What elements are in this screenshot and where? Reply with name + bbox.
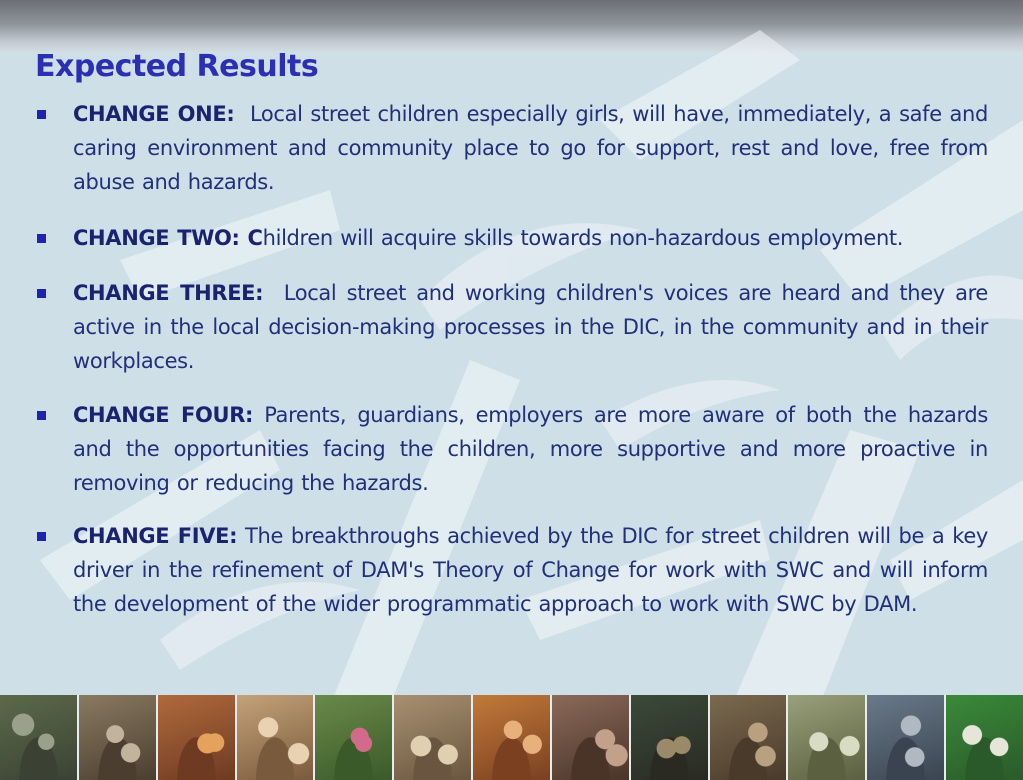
change-description: hildren will acquire skills towards non-hazardous employment. (262, 226, 904, 250)
change-label: CHANGE THREE: (73, 281, 264, 305)
list-item-text (73, 519, 988, 621)
photo-children-outdoors (0, 695, 77, 780)
photo-girl-drawing (237, 695, 314, 780)
photo-children-reading (552, 695, 629, 780)
change-description: The breakthroughs achieved by the DIC for street children will be a key driver in the refinement of DAM's Theory of Change for work with SWC and will inform the development of the wider programmatic approach to work with SWC by DAM. (73, 524, 989, 616)
slide-title: Expected Results (35, 49, 319, 84)
change-label: CHANGE FIVE: (73, 524, 238, 548)
change-label: CHANGE FOUR: (73, 403, 254, 427)
photo-children-colorful (315, 695, 392, 780)
list-item-text (73, 97, 988, 199)
photo-children-sitting-floor (394, 695, 471, 780)
bullet-square-icon (37, 234, 46, 243)
photo-strip (0, 695, 1023, 780)
bullet-square-icon (37, 110, 46, 119)
photo-vocational-workshop (867, 695, 944, 780)
bullet-square-icon (37, 532, 46, 541)
photo-cooking-training (788, 695, 865, 780)
list-item-text (73, 221, 988, 255)
change-description: Parents, guardians, employers are more aware of both the hazards and the opportunities facing the children, more supportive and more proactive in removing or reducing the hazards. (73, 403, 988, 495)
change-description: Local street and working children's voices are heard and they are active in the local decision-making processes in the DIC, in the community and in their workplaces. (73, 281, 988, 373)
list-item-text (73, 276, 988, 378)
change-label: CHANGE TWO: C (73, 226, 263, 250)
photo-blackboard-class (631, 695, 708, 780)
bullet-square-icon (37, 411, 46, 420)
list-item-text (73, 398, 988, 500)
photo-green-banner (946, 695, 1023, 780)
change-description: Local street children especially girls, will have, immediately, a safe and caring environment and community place to go for support, rest and love, free from abuse and hazards. (73, 102, 988, 194)
photo-children-crowd (473, 695, 550, 780)
bullet-square-icon (37, 289, 46, 298)
change-label: CHANGE ONE: (73, 102, 235, 126)
photo-children-meeting (710, 695, 787, 780)
photo-children-group (79, 695, 156, 780)
photo-classroom-children (158, 695, 235, 780)
